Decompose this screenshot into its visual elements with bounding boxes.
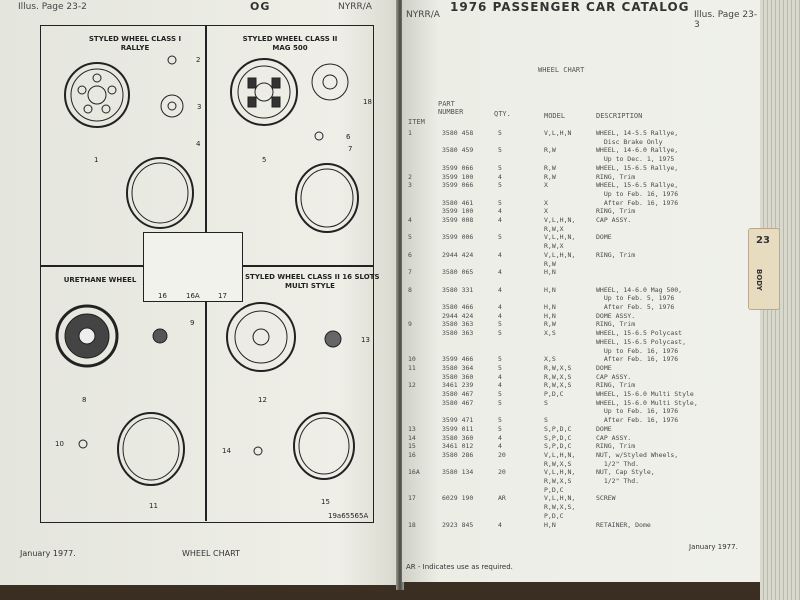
table-cell-part: 3599 008: [442, 216, 474, 224]
panel-title-multistyle: STYLED WHEEL CLASS II 16 SLOTS MULTI STYLE: [245, 273, 380, 290]
table-cell-model: P,D,C: [544, 511, 564, 520]
table-cell-qty: 5: [498, 163, 502, 172]
table-cell-qty: 5: [498, 363, 502, 372]
table-cell-qty: 5: [498, 146, 502, 155]
table-cell-part: 3580 360: [442, 433, 474, 442]
table-cell-desc: WHEEL, 14-6.0 Rallye,: [596, 146, 679, 155]
table-cell-desc: NUT, Cap Style,: [596, 468, 655, 477]
table-cell-part: 3461 012: [442, 442, 474, 451]
table-cell-qty: 4: [498, 216, 502, 224]
table-cell-qty: 5: [498, 355, 502, 364]
table-cell-part: 3599 466: [442, 355, 474, 364]
table-cell-part: 3580 461: [442, 198, 474, 207]
callout-1: 1: [94, 156, 99, 164]
table-cell-part: 2944 424: [442, 250, 474, 259]
table-cell-qty: 5: [498, 320, 502, 329]
callout-13: 13: [361, 336, 370, 344]
left-footer-title: WHEEL CHART: [182, 549, 240, 558]
table-cell-part: 3580 467: [442, 390, 474, 398]
callout-10: 10: [55, 440, 64, 448]
table-cell-qty: 4: [498, 268, 502, 277]
table-cell-model: X,S: [544, 355, 556, 364]
table-cell-item: 16A: [408, 468, 420, 477]
table-cell-desc: Up to Feb. 16, 1976: [596, 189, 679, 198]
table-cell-item: 10: [408, 355, 416, 364]
panel-title-rallye: STYLED WHEEL CLASS I RALLYE: [88, 35, 182, 52]
right-footer-date: January 1977.: [689, 543, 738, 551]
table-cell-item: 8: [408, 285, 412, 294]
table-cell-part: 3580 364: [442, 363, 474, 372]
table-cell-desc: WHEEL, 15-6.0 Multi Style,: [596, 398, 698, 407]
right-header-code: NYRR/A: [406, 10, 440, 20]
callout-2: 2: [196, 56, 201, 64]
callout-4: 4: [196, 140, 201, 148]
table-cell-qty: 4: [498, 433, 502, 442]
table-cell-part: 3580 363: [442, 320, 474, 329]
table-cell-model: S: [544, 416, 548, 425]
table-cell-model: X: [544, 198, 548, 207]
table-cell-part: 3599 066: [442, 181, 474, 190]
table-cell-qty: 4: [498, 285, 502, 294]
table-cell-part: 3580 360: [442, 372, 474, 381]
callout-9: 9: [190, 319, 195, 327]
table-cell-desc: After Feb. 16, 1976: [596, 198, 679, 207]
table-cell-model: H,N: [544, 303, 556, 311]
table-cell-model: S,P,D,C: [544, 433, 572, 442]
table-cell-desc: DOME ASSY.: [596, 311, 636, 320]
section-tab-number: 23: [756, 235, 770, 246]
table-cell-part: 3580 065: [442, 268, 474, 277]
table-cell-qty: 5: [498, 329, 502, 338]
table-cell-desc: RING, Trim: [596, 381, 636, 390]
table-cell-model: R,W,X,S: [544, 477, 572, 485]
table-cell-desc: Disc Brake Only: [596, 137, 663, 146]
table-cell-qty: 5: [498, 198, 502, 207]
table-cell-model: H,N: [544, 285, 556, 294]
table-cell-desc: CAP ASSY.: [596, 433, 632, 442]
table-cell-item: 14: [408, 433, 416, 442]
table-cell-item: 9: [408, 320, 412, 329]
table-cell-model: V,L,H,N: [544, 129, 572, 137]
table-cell-qty: 4: [498, 372, 502, 381]
urethane-wheel-drawing: [57, 306, 184, 485]
right-page: [402, 0, 762, 582]
panel-title-urethane: URETHANE WHEEL: [63, 276, 137, 284]
callout-8: 8: [82, 396, 87, 404]
table-cell-desc: After Feb. 16, 1976: [596, 416, 679, 425]
table-cell-model: R,W,X,S,: [544, 503, 576, 512]
table-cell-qty: AR: [498, 494, 506, 503]
table-cell-model: R,W: [544, 320, 556, 329]
table-cell-desc: After Feb. 16, 1976: [596, 355, 679, 364]
table-cell-qty: 5: [498, 398, 502, 407]
col-model: MODEL: [544, 112, 566, 120]
table-cell-desc: DOME: [596, 424, 612, 433]
table-cell-model: R,W: [544, 146, 556, 155]
table-cell-model: P,D,C: [544, 390, 564, 398]
table-cell-model: R,W,X: [544, 242, 564, 251]
col-part-number: PART NUMBER: [438, 100, 464, 116]
callout-6: 6: [346, 133, 351, 141]
table-cell-item: 7: [408, 268, 412, 277]
table-cell-desc: WHEEL, 15-6.5 Rallye,: [596, 163, 679, 172]
table-cell-part: 3599 066: [442, 163, 474, 172]
table-cell-part: 6029 190: [442, 494, 474, 503]
table-cell-model: H,N: [544, 268, 556, 277]
table-cell-model: R,W,X: [544, 224, 564, 233]
right-page-number: Illus. Page 23-3: [694, 10, 758, 30]
callout-3: 3: [197, 103, 202, 111]
table-cell-qty: 4: [498, 207, 502, 216]
table-cell-desc: CAP ASSY.: [596, 372, 632, 381]
callout-14: 14: [222, 447, 231, 455]
mag500-wheel-drawing: [231, 59, 358, 232]
table-cell-item: 3: [408, 181, 412, 190]
table-cell-model: S,P,D,C: [544, 424, 572, 433]
table-cell-desc: RING, Trim: [596, 442, 636, 451]
table-cell-model: V,L,H,N,: [544, 494, 576, 503]
table-cell-qty: 5: [498, 424, 502, 433]
right-footer-note: AR - Indicates use as required.: [406, 563, 513, 571]
callout-17: 17: [218, 292, 227, 300]
table-cell-desc: After Feb. 5, 1976: [596, 303, 675, 311]
table-cell-item: 4: [408, 216, 412, 224]
table-cell-desc: RETAINER, Dome: [596, 520, 651, 529]
section-tab[interactable]: [748, 228, 780, 310]
table-cell-desc: WHEEL, 15-6.5 Polycast,: [596, 337, 687, 346]
table-cell-item: 13: [408, 424, 416, 433]
table-cell-qty: 20: [498, 450, 506, 459]
table-cell-desc: RING, Trim: [596, 250, 636, 259]
table-cell-model: X: [544, 181, 548, 190]
table-cell-model: S,P,D,C: [544, 442, 572, 451]
table-cell-qty: 4: [498, 311, 502, 320]
table-cell-model: V,L,H,N,: [544, 450, 576, 459]
table-cell-desc: Up to Feb. 5, 1976: [596, 294, 675, 303]
table-cell-qty: 20: [498, 468, 506, 477]
table-cell-model: R,W,X,S: [544, 381, 572, 390]
table-cell-qty: 5: [498, 390, 502, 398]
left-header-code: NYRR/A: [338, 2, 372, 12]
col-description: DESCRIPTION: [596, 112, 643, 120]
left-page-number: Illus. Page 23-2: [18, 2, 87, 12]
table-cell-desc: WHEEL, 14-6.0 Mag 500,: [596, 285, 683, 294]
table-cell-desc: Up to Feb. 16, 1976: [596, 407, 679, 416]
table-cell-item: 11: [408, 363, 416, 372]
callout-16a: 16A: [186, 292, 200, 300]
table-cell-part: 3599 471: [442, 416, 474, 425]
table-cell-model: X: [544, 207, 548, 216]
table-cell-model: R,W,X,S: [544, 459, 572, 468]
left-header-title: OG: [250, 0, 271, 13]
callout-18: 18: [363, 98, 372, 106]
table-cell-part: 3580 134: [442, 468, 474, 477]
table-cell-model: V,L,H,N,: [544, 468, 576, 477]
panel-title-mag500: STYLED WHEEL CLASS II MAG 500: [242, 35, 338, 52]
table-cell-part: 3580 363: [442, 329, 474, 338]
callout-12: 12: [258, 396, 267, 404]
table-cell-item: 15: [408, 442, 416, 451]
left-page: [0, 0, 398, 585]
table-cell-model: R,W,X,S: [544, 363, 572, 372]
callout-16: 16: [158, 292, 167, 300]
table-cell-part: 3599 011: [442, 424, 474, 433]
table-cell-model: R,W,X,S: [544, 372, 572, 381]
table-cell-desc: WHEEL, 15-6.5 Rallye,: [596, 181, 679, 190]
table-cell-qty: 5: [498, 181, 502, 190]
right-header-title: 1976 PASSENGER CAR CATALOG: [450, 0, 690, 14]
table-cell-desc: DOME: [596, 233, 612, 242]
table-cell-desc: WHEEL, 14-5.5 Rallye,: [596, 129, 679, 137]
section-tab-label: BODY: [755, 269, 763, 291]
table-cell-desc: DOME: [596, 363, 612, 372]
table-cell-item: 2: [408, 172, 412, 181]
table-cell-model: R,W: [544, 172, 556, 181]
table-cell-qty: 5: [498, 233, 502, 242]
table-cell-desc: Up to Feb. 16, 1976: [596, 346, 679, 355]
table-cell-item: 17: [408, 494, 416, 503]
callout-15: 15: [321, 498, 330, 506]
left-footer-date: January 1977.: [20, 549, 76, 558]
table-cell-model: V,L,H,N,: [544, 233, 576, 242]
table-cell-part: 3599 006: [442, 233, 474, 242]
table-cell-desc: WHEEL, 15-6.0 Multi Style: [596, 390, 694, 398]
table-cell-part: 3599 100: [442, 172, 474, 181]
table-cell-part: 3580 467: [442, 398, 474, 407]
table-cell-item: 1: [408, 129, 412, 137]
table-cell-desc: Up to Dec. 1, 1975: [596, 155, 675, 164]
table-cell-part: 3580 459: [442, 146, 474, 155]
table-cell-part: 3599 100: [442, 207, 474, 216]
wheel-chart-title: WHEEL CHART: [538, 66, 585, 74]
table-cell-desc: RING, Trim: [596, 207, 636, 216]
table-cell-item: 18: [408, 520, 416, 529]
table-cell-item: 6: [408, 250, 412, 259]
table-cell-model: R,W: [544, 163, 556, 172]
table-cell-desc: 1/2" Thd.: [596, 477, 640, 485]
table-cell-qty: 4: [498, 520, 502, 529]
table-cell-part: 2944 424: [442, 311, 474, 320]
col-item: ITEM: [408, 118, 425, 126]
table-cell-desc: SCREW: [596, 494, 616, 503]
table-cell-desc: CAP ASSY.: [596, 216, 632, 224]
table-cell-model: V,L,H,N,: [544, 250, 576, 259]
table-cell-part: 3580 458: [442, 129, 474, 137]
table-cell-desc: NUT, w/Styled Wheels,: [596, 450, 679, 459]
table-cell-qty: 4: [498, 381, 502, 390]
table-cell-model: S: [544, 398, 548, 407]
table-cell-desc: WHEEL, 15-6.5 Polycast: [596, 329, 683, 338]
table-cell-model: X,S: [544, 329, 556, 338]
callout-5: 5: [262, 156, 267, 164]
table-cell-part: 3580 466: [442, 303, 474, 311]
table-cell-model: P,D,C: [544, 485, 564, 494]
table-cell-qty: 4: [498, 303, 502, 311]
multistyle-wheel-drawing: [227, 303, 354, 479]
table-cell-item: 5: [408, 233, 412, 242]
table-cell-desc: RING, Trim: [596, 320, 636, 329]
table-cell-model: R,W: [544, 259, 556, 268]
rallye-wheel-drawing: [65, 56, 193, 228]
table-cell-qty: 5: [498, 129, 502, 137]
table-cell-qty: 4: [498, 250, 502, 259]
table-cell-model: V,L,H,N,: [544, 216, 576, 224]
table-cell-desc: 1/2" Thd.: [596, 459, 640, 468]
table-cell-item: 12: [408, 381, 416, 390]
table-cell-model: H,N: [544, 311, 556, 320]
table-cell-qty: 5: [498, 416, 502, 425]
col-qty: QTY.: [494, 110, 511, 118]
drawing-number: 19a65565A: [328, 512, 369, 520]
table-cell-part: 3461 239: [442, 381, 474, 390]
callout-7: 7: [348, 145, 353, 153]
table-cell-part: 3580 286: [442, 450, 474, 459]
table-cell-qty: 4: [498, 172, 502, 181]
table-cell-desc: RING, Trim: [596, 172, 636, 181]
callout-11: 11: [149, 502, 158, 510]
table-cell-part: 2923 845: [442, 520, 474, 529]
table-cell-model: H,N: [544, 520, 556, 529]
table-cell-qty: 4: [498, 442, 502, 451]
table-cell-item: 16: [408, 450, 416, 459]
table-cell-part: 3580 331: [442, 285, 474, 294]
